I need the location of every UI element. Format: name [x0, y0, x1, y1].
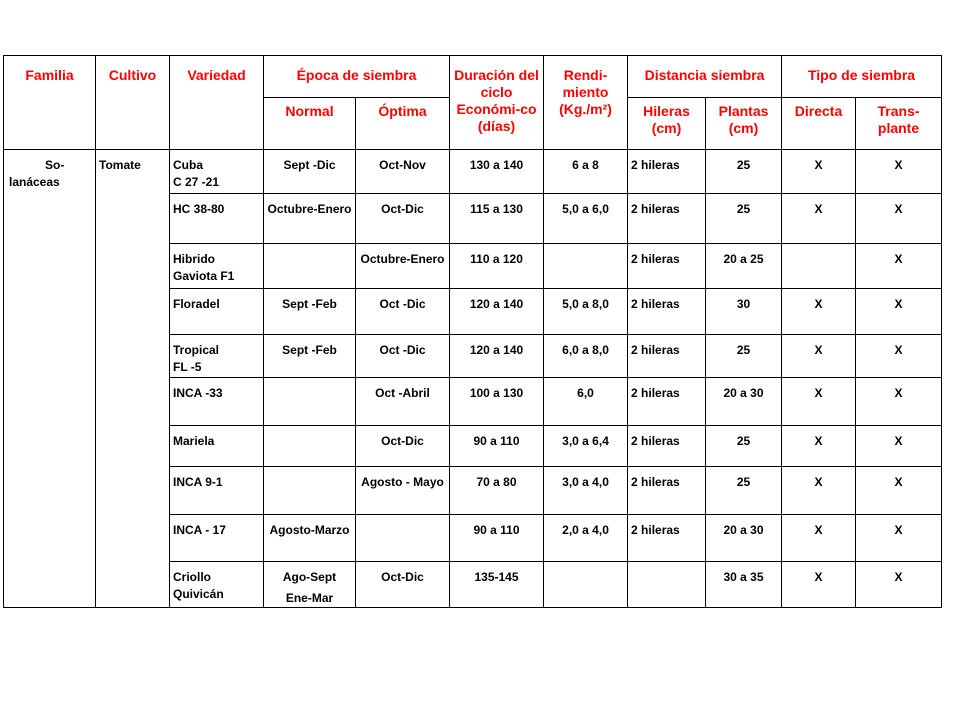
hileras-cell: 2 hileras: [628, 335, 706, 378]
directa-cell: X: [782, 562, 856, 608]
duracion-cell: 90 a 110: [450, 515, 544, 562]
hileras-cell: 2 hileras: [628, 467, 706, 515]
header-directa: Directa: [782, 98, 856, 150]
hileras-cell: 2 hileras: [628, 515, 706, 562]
plantas-cell: 20 a 30: [706, 515, 782, 562]
header-rendimiento-unit: (Kg./m²): [559, 101, 612, 117]
cultivo-cell: Tomate: [96, 150, 170, 608]
variedad-cell: [170, 562, 264, 608]
plantas-cell: 25: [706, 335, 782, 378]
transplante-cell: X: [856, 150, 942, 194]
plantas-cell: 25: [706, 467, 782, 515]
crop-table: [3, 55, 942, 608]
transplante-cell: X: [856, 244, 942, 289]
familia-cell: [4, 150, 96, 608]
duracion-cell: 70 a 80: [450, 467, 544, 515]
header-plantas: Plantas (cm): [706, 98, 782, 150]
directa-cell: X: [782, 426, 856, 467]
variedad-line-2: Gaviota F1: [173, 269, 235, 283]
duracion-cell: 135-145: [450, 562, 544, 608]
optima-cell: Oct-Dic: [356, 426, 450, 467]
normal-line-2: Ene-Mar: [285, 591, 334, 605]
directa-cell: X: [782, 150, 856, 194]
variedad-line-2: FL -5: [173, 360, 202, 374]
header-familia: Familia: [4, 56, 96, 150]
plantas-cell: 25: [706, 194, 782, 244]
transplante-cell: X: [856, 194, 942, 244]
transplante-cell: X: [856, 426, 942, 467]
optima-cell: Octubre-Enero: [356, 244, 450, 289]
optima-cell: [356, 515, 450, 562]
header-rendimiento-label: Rendi-miento: [562, 67, 609, 100]
directa-cell: X: [782, 194, 856, 244]
duracion-cell: 120 a 140: [450, 289, 544, 335]
header-row-1: [4, 56, 942, 98]
variedad-line-2: Quivicán: [173, 587, 224, 601]
optima-cell: Oct -Abril: [356, 378, 450, 426]
header-rendimiento: [544, 56, 628, 150]
transplante-cell: X: [856, 289, 942, 335]
normal-cell: [264, 378, 356, 426]
optima-cell: Oct -Dic: [356, 335, 450, 378]
rendimiento-cell: 6,0: [544, 378, 628, 426]
transplante-cell: X: [856, 467, 942, 515]
optima-cell: Oct-Dic: [356, 562, 450, 608]
optima-cell: Oct -Dic: [356, 289, 450, 335]
header-optima: Óptima: [356, 98, 450, 150]
normal-cell: Agosto-Marzo: [264, 515, 356, 562]
header-hileras: Hileras (cm): [628, 98, 706, 150]
rendimiento-cell: 2,0 a 4,0: [544, 515, 628, 562]
normal-cell: [264, 244, 356, 289]
variedad-line-1: Hibrido: [173, 252, 215, 266]
rendimiento-cell: 5,0 a 6,0: [544, 194, 628, 244]
hileras-cell: 2 hileras: [628, 378, 706, 426]
plantas-cell: 20 a 30: [706, 378, 782, 426]
rendimiento-cell: 3,0 a 6,4: [544, 426, 628, 467]
duracion-cell: 100 a 130: [450, 378, 544, 426]
rendimiento-cell: [544, 244, 628, 289]
header-transplante: Trans-plante: [856, 98, 942, 150]
optima-cell: Oct-Dic: [356, 194, 450, 244]
familia-line-2: lanáceas: [9, 175, 60, 189]
plantas-cell: 25: [706, 150, 782, 194]
rendimiento-cell: 6 a 8: [544, 150, 628, 194]
rendimiento-cell: [544, 562, 628, 608]
hileras-cell: 2 hileras: [628, 244, 706, 289]
rendimiento-cell: 3,0 a 4,0: [544, 467, 628, 515]
table-row: [4, 150, 942, 194]
normal-cell: Sept -Feb: [264, 335, 356, 378]
normal-cell: Octubre-Enero: [264, 194, 356, 244]
duracion-cell: 130 a 140: [450, 150, 544, 194]
header-distancia-siembra: Distancia siembra: [628, 56, 782, 98]
normal-cell: Sept -Dic: [264, 150, 356, 194]
duracion-cell: 110 a 120: [450, 244, 544, 289]
variedad-cell: [170, 244, 264, 289]
normal-cell: [264, 467, 356, 515]
transplante-cell: X: [856, 562, 942, 608]
header-duracion-ciclo: Duración del ciclo Económi-co (días): [450, 56, 544, 150]
directa-cell: X: [782, 515, 856, 562]
plantas-cell: 25: [706, 426, 782, 467]
transplante-cell: X: [856, 378, 942, 426]
hileras-cell: 2 hileras: [628, 194, 706, 244]
transplante-cell: X: [856, 335, 942, 378]
variedad-line-2: C 27 -21: [173, 175, 220, 189]
variedad-cell: INCA - 17: [170, 515, 264, 562]
directa-cell: X: [782, 335, 856, 378]
plantas-cell: 30: [706, 289, 782, 335]
variedad-cell: Mariela: [170, 426, 264, 467]
header-normal: Normal: [264, 98, 356, 150]
normal-cell: Sept -Feb: [264, 289, 356, 335]
normal-line-1: Ago-Sept: [282, 570, 337, 584]
directa-cell: [782, 244, 856, 289]
header-cultivo: Cultivo: [96, 56, 170, 150]
duracion-cell: 90 a 110: [450, 426, 544, 467]
variedad-cell: [170, 150, 264, 194]
duracion-cell: 115 a 130: [450, 194, 544, 244]
header-variedad: Variedad: [170, 56, 264, 150]
hileras-cell: 2 hileras: [628, 289, 706, 335]
directa-cell: X: [782, 289, 856, 335]
header-tipo-siembra: Tipo de siembra: [782, 56, 942, 98]
variedad-cell: INCA 9-1: [170, 467, 264, 515]
header-epoca-siembra: Época de siembra: [264, 56, 450, 98]
duracion-cell: 120 a 140: [450, 335, 544, 378]
transplante-cell: X: [856, 515, 942, 562]
variedad-cell: Floradel: [170, 289, 264, 335]
variedad-line-1: Tropical: [173, 343, 220, 357]
hileras-cell: 2 hileras: [628, 426, 706, 467]
variedad-cell: HC 38-80: [170, 194, 264, 244]
plantas-cell: 20 a 25: [706, 244, 782, 289]
directa-cell: X: [782, 378, 856, 426]
normal-cell: [264, 562, 356, 608]
familia-line-1: So-: [45, 158, 65, 172]
rendimiento-cell: 6,0 a 8,0: [544, 335, 628, 378]
rendimiento-cell: 5,0 a 8,0: [544, 289, 628, 335]
directa-cell: X: [782, 467, 856, 515]
hileras-cell: [628, 562, 706, 608]
optima-cell: Oct-Nov: [356, 150, 450, 194]
variedad-line-1: Criollo: [173, 570, 211, 584]
variedad-cell: [170, 335, 264, 378]
variedad-cell: INCA -33: [170, 378, 264, 426]
variedad-line-1: Cuba: [173, 158, 203, 172]
optima-cell: Agosto - Mayo: [356, 467, 450, 515]
plantas-cell: 30 a 35: [706, 562, 782, 608]
hileras-cell: 2 hileras: [628, 150, 706, 194]
normal-cell: [264, 426, 356, 467]
